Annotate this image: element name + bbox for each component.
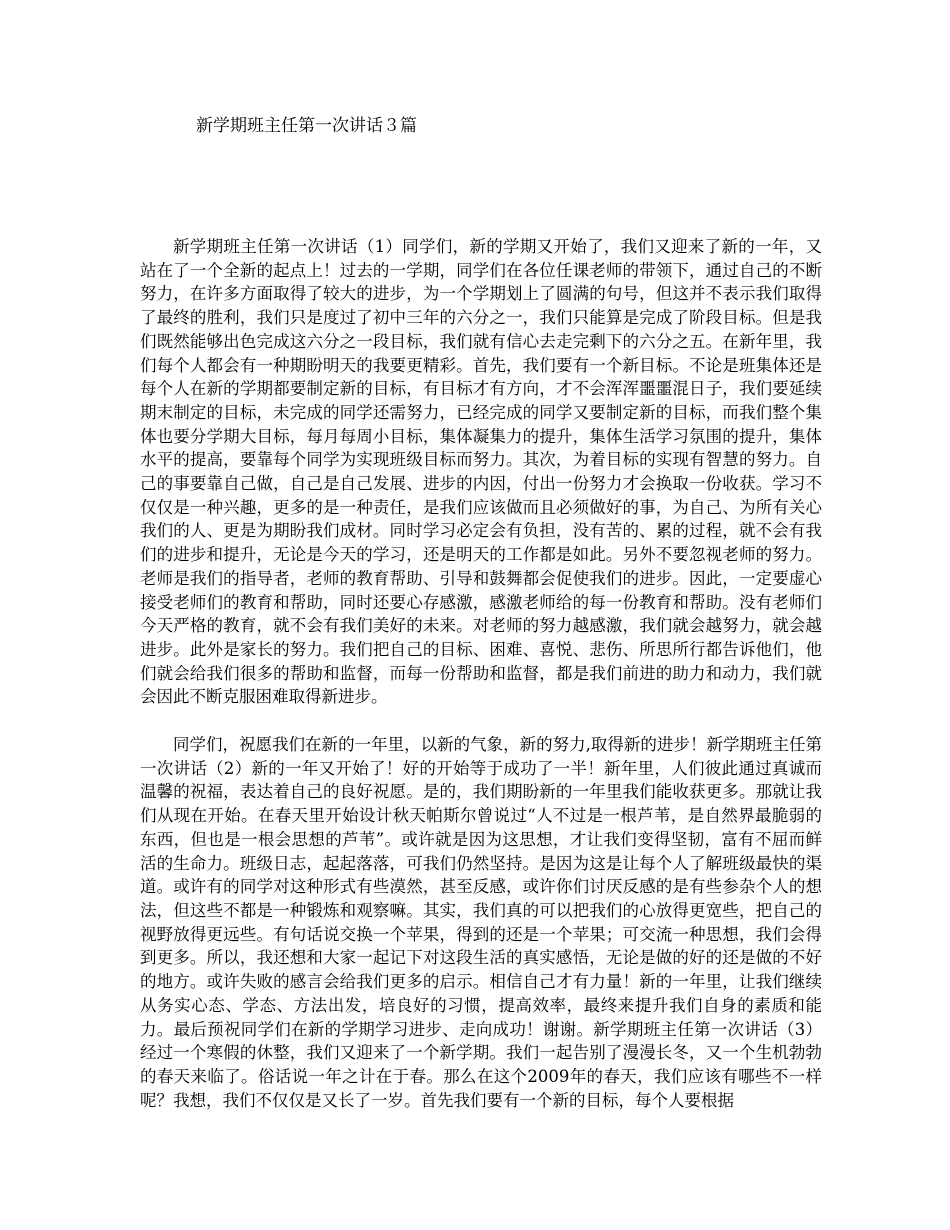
paragraph-2: 同学们，祝愿我们在新的一年里，以新的气象，新的努力,取得新的进步！新学期班主任第一次讲话（2）新的一年又开始了！好的开始等于成功了一半！新年里，人们彼此通过真诚而温馨的祝福，表达着自己的良好祝愿。是的，我们期盼新的一年里我们能收获更多。那就让我们从现在开始。在春天里开始设计秋天帕斯尔曾说过“人不过是一根芦苇，是自然界最脆弱的东西，但也是一根会思想的芦苇”。或许就是因为这思想，才让我们变得坚韧，富有不屈而鲜活的生命力。班级日志，起起落落，可我们仍然坚持。是因为这是让每个人了解班级最快的渠道。或许有的同学对这种形式有些漠然，甚至反感，或许你们讨厌反感的是有些参杂个人的想法，但这些不都是一种锻炼和观察嘛。其实，我们真的可以把我们的心放得更宽些，把自己的视野放得更远些。有句话说交换一个苹果，得到的还是一个苹果；可交流一种思想，我们会得到更多。所以，我还想和大家一起记下对这段生活的真实感悟，无论是做的好的还是做的不好的地方。或许失败的感言会给我们更多的启示。相信自己才有力量！新的一年里，让我们继续从务实心态、学态、方法出发，培良好的习惯，提高效率，最终来提升我们自身的素质和能力。最后预祝同学们在新的学期学习进步、走向成功！谢谢。新学期班主任第一次讲话（3）经过一个寒假的休整，我们又迎来了一个新学期。我们一起告别了漫漫长冬，又一个生机勃勃的春天来临了。俗话说一年之计在于春。那么在这个2009年的春天，我们应该有哪些不一样呢？我想，我们不仅仅是又长了一岁。首先我们要有一个新的目标，每个人要根据: [140, 735, 822, 1110]
paragraph-1: 新学期班主任第一次讲话（1）同学们，新的学期又开始了，我们又迎来了新的一年，又站在了一个全新的起点上！过去的一学期，同学们在各位任课老师的带领下，通过自己的不断努力，在许多方面取得了较大的进步，为一个学期划上了圆满的句号，但这并不表示我们取得了最终的胜利，我们只是度过了初中三年的六分之一，我们只能算是完成了阶段目标。但是我们既然能够出色完成这六分之一段目标，我们就有信心去走完剩下的六分之五。在新年里，我们每个人都会有一种期盼明天的我要更精彩。首先，我们要有一个新目标。不论是班集体还是每个人在新的学期都要制定新的目标，有目标才有方向，才不会浑浑噩噩混日子，我们要延续期末制定的目标，未完成的同学还需努力，已经完成的同学又要制定新的目标，而我们整个集体也要分学期大目标，每月每周小目标，集体凝集力的提升，集体生活学习氛围的提升，集体水平的提高，要靠每个同学为实现班级目标而努力。其次，为着目标的实现有智慧的努力。自己的事要靠自己做，自己是自己发展、进步的内因，付出一份努力才会换取一份收获。学习不仅仅是一种兴趣，更多的是一种责任，是我们应该做而且必须做好的事，为自己、为所有关心我们的人、更是为期盼我们成材。同时学习必定会有负担，没有苦的、累的过程，就不会有我们的进步和提升，无论是今天的学习，还是明天的工作都是如此。另外不要忽视老师的努力。老师是我们的指导者，老师的教育帮助、引导和鼓舞都会促使我们的进步。因此，一定要虚心接受老师们的教育和帮助，同时还要心存感激，感激老师给的每一份教育和帮助。没有老师们今天严格的教育，就不会有我们美好的未来。对老师的努力越感激，我们就会越努力，就会越进步。此外是家长的努力。我们把自己的目标、困难、喜悦、悲伤、所思所行都告诉他们，他们就会给我们很多的帮助和监督，而每一份帮助和监督，都是我们前进的助力和动力，我们就会因此不断克服困难取得新进步。: [140, 237, 822, 707]
document-body: [140, 235, 822, 1136]
document-title: 新学期班主任第一次讲话３篇: [196, 116, 417, 136]
